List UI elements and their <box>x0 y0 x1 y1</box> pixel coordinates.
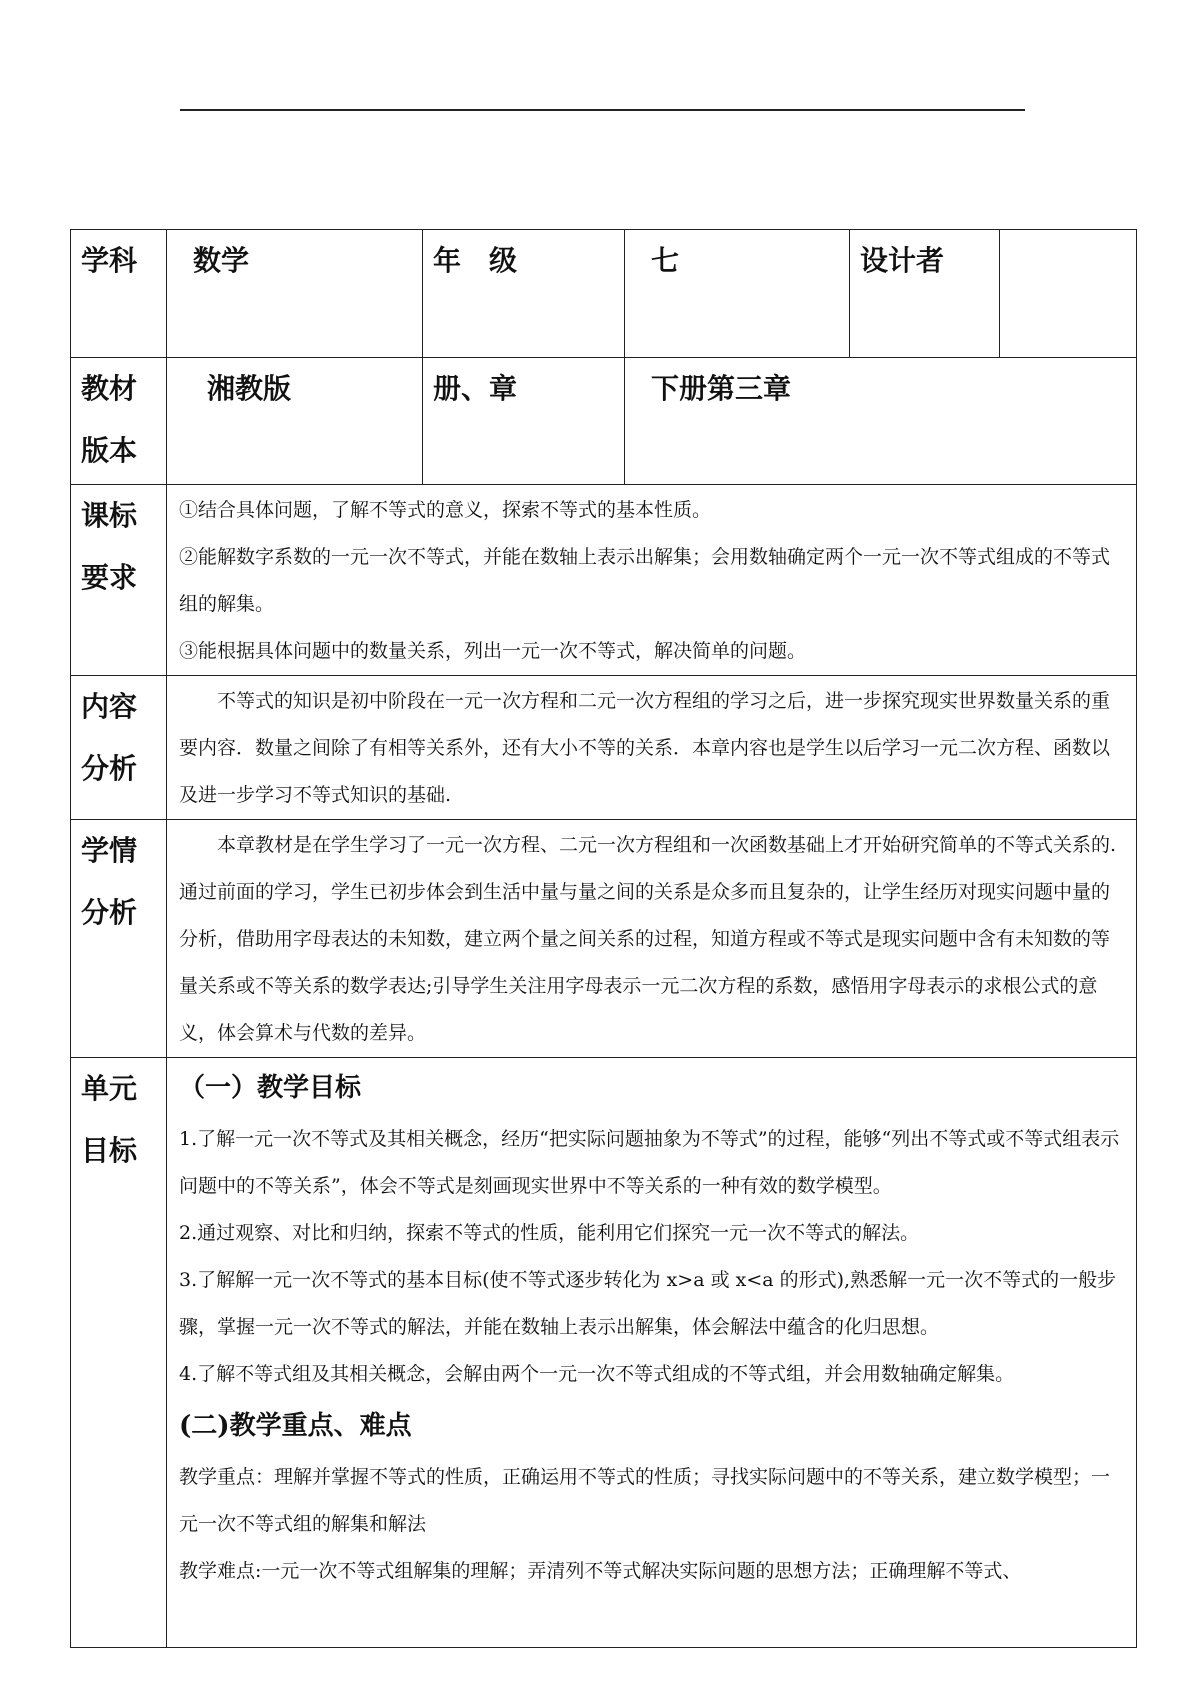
header-rule <box>180 109 1025 111</box>
student-analysis-label: 学情分析 <box>71 820 167 1058</box>
key-points-text: 教学重点：理解并掌握不等式的性质，正确运用不等式的性质；寻找实际问题中的不等关系，建立数学模型；一元一次不等式组的解集和解法 <box>179 1466 1111 1535</box>
subject-label: 学科 <box>71 230 167 358</box>
row-content-analysis <box>71 676 1137 820</box>
content-analysis-text: 不等式的知识是初中阶段在一元一次方程和二元一次方程组的学习之后，进一步探究现实世界数量关系的重要内容．数量之间除了有相等关系外，还有大小不等的关系．本章内容也是学生以后学习一元二次方程、函数以及进一步学习不等式知识的基础. <box>179 690 1111 806</box>
content-analysis-content <box>167 676 1137 820</box>
curriculum-content <box>167 485 1137 676</box>
volume-value: 下册第三章 <box>625 358 1137 485</box>
unit-goals-label: 单元目标 <box>71 1058 167 1648</box>
difficulties-text: 教学难点:一元一次不等式组解集的理解；弄清列不等式解决实际问题的思想方法；正确理解不等式、 <box>179 1560 1022 1582</box>
row-edition <box>71 358 1137 485</box>
content-analysis-label: 内容分析 <box>71 676 167 820</box>
designer-value <box>1000 230 1137 358</box>
row-student-analysis <box>71 820 1137 1058</box>
goal-item: 4.了解不等式组及其相关概念，会解由两个一元一次不等式组成的不等式组，并会用数轴确定解集。 <box>179 1363 1015 1385</box>
curriculum-item: ②能解数字系数的一元一次不等式，并能在数轴上表示出解集；会用数轴确定两个一元一次不等式组成的不等式组的解集。 <box>179 546 1111 615</box>
curriculum-label: 课标要求 <box>71 485 167 676</box>
grade-value: 七 <box>625 230 850 358</box>
goal-item: 1.了解一元一次不等式及其相关概念，经历“把实际问题抽象为不等式”的过程，能够“列出不等式或不等式组表示问题中的不等关系”，体会不等式是刻画现实世界中不等关系的一种有效的数学模型。 <box>179 1128 1120 1197</box>
grade-label: 年 级 <box>423 230 625 358</box>
teaching-goals-heading: （一）教学目标 <box>179 1073 362 1103</box>
designer-label: 设计者 <box>850 230 1000 358</box>
goal-item: 2.通过观察、对比和归纳，探索不等式的性质，能利用它们探究一元一次不等式的解法。 <box>179 1222 920 1244</box>
edition-value: 湘教版 <box>167 358 423 485</box>
subject-value: 数学 <box>167 230 423 358</box>
goal-item: 3.了解解一元一次不等式的基本目标(使不等式逐步转化为 x>a 或 x<a 的形式),熟悉解一元一次不等式的一般步骤，掌握一元一次不等式的解法，并能在数轴上表示出解集，体会解法中蕴含的化归思想。 <box>179 1269 1117 1338</box>
curriculum-item: ③能根据具体问题中的数量关系，列出一元一次不等式，解决简单的问题。 <box>179 640 807 662</box>
student-analysis-content <box>167 820 1137 1058</box>
row-curriculum <box>71 485 1137 676</box>
student-analysis-text: 本章教材是在学生学习了一元一次方程、二元一次方程组和一次函数基础上才开始研究简单的不等式关系的.通过前面的学习，学生已初步体会到生活中量与量之间的关系是众多而且复杂的，让学生经历对现实问题中量的分析，借助用字母表达的未知数，建立两个量之间关系的过程，知道方程或不等式是现实问题中含有未知数的等量关系或不等关系的数学表达;引导学生关注用字母表示一元二次方程的系数，感悟用字母表示的求根公式的意义，体会算术与代数的差异。 <box>179 834 1117 1044</box>
unit-goals-content <box>167 1058 1137 1648</box>
lesson-plan-table <box>70 229 1137 1648</box>
key-points-heading: (二)教学重点、难点 <box>179 1411 412 1441</box>
curriculum-item: ①结合具体问题，了解不等式的意义，探索不等式的基本性质。 <box>179 499 712 521</box>
row-unit-goals <box>71 1058 1137 1648</box>
edition-label: 教材版本 <box>71 358 167 485</box>
row-subject <box>71 230 1137 358</box>
volume-label: 册、章 <box>423 358 625 485</box>
